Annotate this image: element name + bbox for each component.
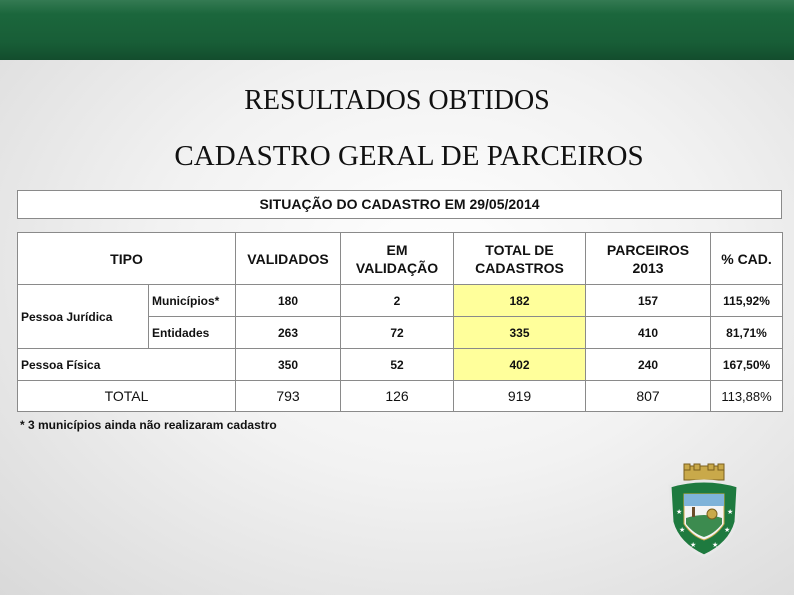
total-cad: 113,88% (711, 381, 783, 412)
cell-em-validacao: 2 (341, 285, 454, 317)
cadastro-table (17, 232, 783, 412)
page-title: RESULTADOS OBTIDOS (244, 85, 550, 116)
svg-text:★: ★ (690, 541, 697, 549)
total-cadastros: 919 (454, 381, 586, 412)
svg-text:★: ★ (724, 526, 731, 534)
header-total-cadastros: TOTAL DE CADASTROS (454, 233, 586, 285)
situacao-banner: SITUAÇÃO DO CADASTRO EM 29/05/2014 (17, 190, 782, 219)
header-parceiros-2013: PARCEIROS 2013 (586, 233, 711, 285)
ceara-state-coat-of-arms-icon (664, 462, 744, 558)
table-row (18, 285, 783, 317)
total-parceiros: 807 (586, 381, 711, 412)
svg-text:★: ★ (679, 526, 686, 534)
total-validados: 793 (236, 381, 341, 412)
page-subtitle: CADASTRO GERAL DE PARCEIROS (174, 140, 644, 172)
row-sub-entidades: Entidades (149, 317, 236, 349)
header-validados: VALIDADOS (236, 233, 341, 285)
cell-parceiros: 410 (586, 317, 711, 349)
header-cad: % CAD. (711, 233, 783, 285)
cell-total-cadastros: 182 (454, 285, 586, 317)
row-group-pessoa-fisica: Pessoa Física (18, 349, 236, 381)
svg-text:★: ★ (712, 541, 719, 549)
row-group-pessoa-juridica: Pessoa Jurídica (18, 285, 149, 349)
total-label: TOTAL (18, 381, 236, 412)
footnote: * 3 municípios ainda não realizaram cadastro (20, 418, 277, 432)
cell-total-cadastros: 335 (454, 317, 586, 349)
cell-cad: 115,92% (711, 285, 783, 317)
cell-validados: 180 (236, 285, 341, 317)
table-header-row (18, 233, 783, 285)
cell-em-validacao: 52 (341, 349, 454, 381)
row-sub-municipios: Municípios* (149, 285, 236, 317)
svg-text:★: ★ (727, 508, 734, 516)
header-tipo: TIPO (18, 233, 236, 285)
header-em-validacao: EM VALIDAÇÃO (341, 233, 454, 285)
svg-text:★: ★ (676, 508, 683, 516)
cell-parceiros: 157 (586, 285, 711, 317)
top-green-band (0, 0, 794, 60)
cell-validados: 350 (236, 349, 341, 381)
cell-parceiros: 240 (586, 349, 711, 381)
table-row (18, 349, 783, 381)
cell-cad: 81,71% (711, 317, 783, 349)
total-em-validacao: 126 (341, 381, 454, 412)
cell-total-cadastros: 402 (454, 349, 586, 381)
table-total-row (18, 381, 783, 412)
cell-em-validacao: 72 (341, 317, 454, 349)
cell-cad: 167,50% (711, 349, 783, 381)
cell-validados: 263 (236, 317, 341, 349)
